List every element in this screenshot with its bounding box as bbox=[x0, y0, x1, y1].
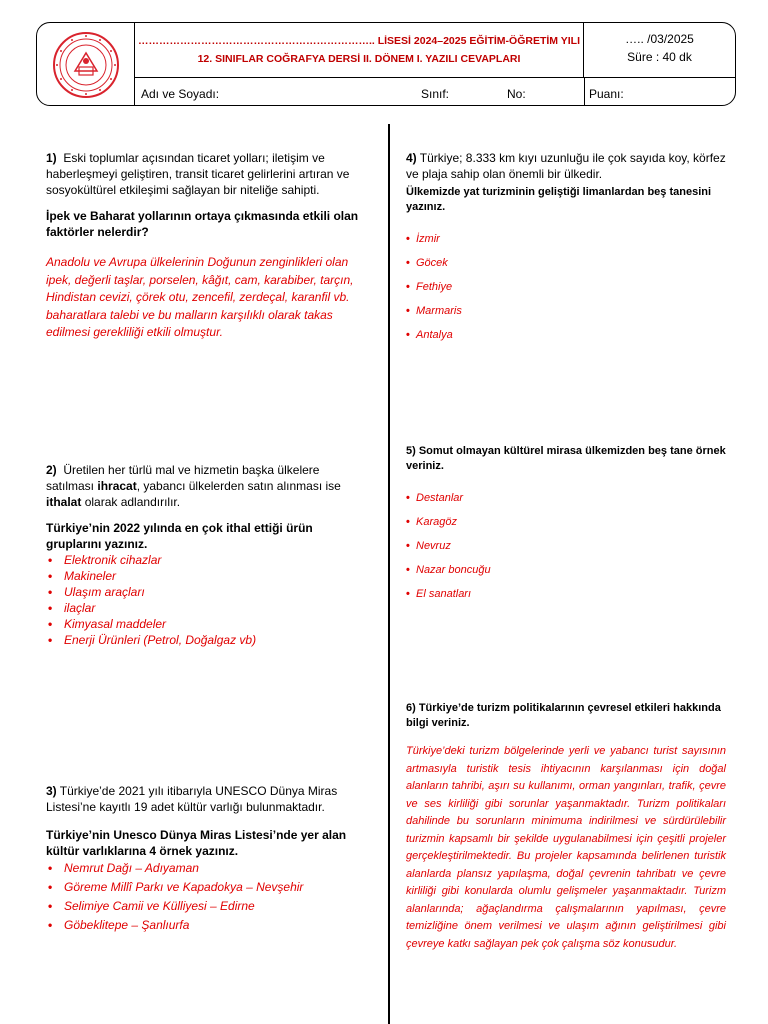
question-5 bbox=[406, 444, 726, 610]
list-item: • İzmir bbox=[406, 231, 726, 247]
question-3 bbox=[46, 783, 366, 935]
q2-term-export: ihracat bbox=[97, 479, 137, 493]
list-item: • Karagöz bbox=[406, 514, 726, 530]
q3-number: 3) bbox=[46, 784, 57, 798]
q1-text: Eski toplumlar açısından ticaret yolları; iletişim ve haberleşmeyi geliştiren, transit ticaret gelirlerini artıran ve sosyokültürel etkileşimi sağlayan bir niteliğe sahipti. bbox=[46, 151, 350, 197]
question-2 bbox=[46, 462, 366, 648]
exam-duration: Süre : 40 dk bbox=[627, 50, 692, 64]
list-item: • Göreme Millî Parkı ve Kapadokya – Nevşehir bbox=[46, 878, 366, 897]
list-item: • Makineler bbox=[46, 568, 366, 584]
q6-question: 6) Türkiye’de turizm politikalarının çevresel etkileri hakkında bilgi veriniz. bbox=[406, 702, 721, 729]
list-item: • Göcek bbox=[406, 255, 726, 271]
q3-question: Türkiye’nin Unesco Dünya Miras Listesi’nde yer alan kültür varlıklarına 4 örnek yazınız. bbox=[46, 828, 347, 858]
list-item: • Nevruz bbox=[406, 538, 726, 554]
column-divider bbox=[388, 124, 390, 1024]
list-item: • Ulaşım araçları bbox=[46, 584, 366, 600]
list-item: • Selimiye Camii ve Külliyesi – Edirne bbox=[46, 897, 366, 916]
class-label: Sınıf: bbox=[421, 87, 450, 101]
student-info-row bbox=[135, 77, 735, 106]
q5-answer-list bbox=[406, 490, 726, 602]
q2-question: Türkiye’nin 2022 yılında en çok ithal ettiği ürün gruplarını yazınız. bbox=[46, 521, 313, 551]
list-item: • Fethiye bbox=[406, 279, 726, 295]
list-item: • Destanlar bbox=[406, 490, 726, 506]
meb-emblem-icon bbox=[37, 23, 135, 106]
question-6 bbox=[406, 701, 726, 953]
q2-text-a: Üretilen her türlü mal ve hizmetin başka ülkelere satılması bbox=[46, 463, 320, 493]
q2-term-import: ithalat bbox=[46, 495, 82, 509]
list-item: • Antalya bbox=[406, 327, 726, 343]
list-item: • El sanatları bbox=[406, 586, 726, 602]
exam-date: ….. /03/2025 bbox=[625, 32, 694, 46]
list-item: • Enerji Ürünleri (Petrol, Doğalgaz vb) bbox=[46, 632, 366, 648]
q2-text-b: , yabancı ülkelerden satın alınması ise bbox=[136, 479, 341, 493]
exam-subtitle: 12. SINIFLAR COĞRAFYA DERSİ II. DÖNEM I. YAZILI CEVAPLARI bbox=[197, 53, 521, 65]
number-label: No: bbox=[507, 87, 526, 101]
exam-header bbox=[36, 22, 736, 106]
list-item: • ilaçlar bbox=[46, 600, 366, 616]
q3-text: Türkiye’de 2021 yılı itibarıyla UNESCO Dünya Miras Listesi’ne kayıtlı 19 adet kültür varlığı bulunmaktadır. bbox=[46, 784, 338, 814]
q2-text-c: olarak adlandırılır. bbox=[84, 495, 181, 509]
q4-answer-list bbox=[406, 231, 726, 343]
question-4 bbox=[406, 150, 726, 351]
name-label: Adı ve Soyadı: bbox=[141, 87, 220, 101]
list-item: • Göbeklitepe – Şanlıurfa bbox=[46, 916, 366, 935]
list-item: • Elektronik cihazlar bbox=[46, 552, 366, 568]
q1-answer: Anadolu ve Avrupa ülkelerinin Doğunun zenginlikleri olan ipek, değerli taşlar, porselen, kâğıt, cam, karabiber, tarçın, Hindistan cevizi, çörek otu, zencefil, zerdeçal, karanfil vb. baharatlara talebi ve bu malların karşılıklı olarak takas edilmesi gerekliliği etkili olmuştur. bbox=[46, 255, 354, 339]
q1-number: 1) bbox=[46, 151, 57, 165]
q1-question: İpek ve Baharat yollarının ortaya çıkmasında etkili olan faktörler nelerdir? bbox=[46, 209, 359, 239]
question-1 bbox=[46, 150, 376, 342]
school-title: ………………………………………………………….. LİSESİ 2024–2025 EĞİTİM-ÖĞRETİM YILI bbox=[137, 35, 581, 47]
q2-number: 2) bbox=[46, 463, 57, 477]
q6-answer: Türkiye’deki turizm bölgelerinde yerli ve yabancı turist sayısının artmasıyla turistik tesis ihtiyacının karşılanması için doğal alanların tahribi, aşırı su kullanımı, orman yangınları, trafik, çevre ve ses kirliliği gibi sorunlar yaşanmaktadır. Turizm politikaları dahilinde bu sorunların minimuma indirilmesi ve sürdürülebilir turizmin kapsamlı bir şekilde uygulanabilmesi için çeşitli projeler gerçekleştirilmektedir. Bu projeler kapsamında belirlenen turistik alanlarda plansız yapılaşma, doğal çevrenin tahribatı ve çevre kirliliği gibi konularda olumlu gelişmeler yaşanmaktadır. Turizm alanlarında; ağaçlandırma çalışmalarının yapılması, çevre temizliğine önem verilmesi ve ulaşım ağının geliştirilmesi gibi çevreye katkı sağlayan pek çok çalışma söz konusudur. bbox=[406, 745, 726, 950]
list-item: • Nemrut Dağı – Adıyaman bbox=[46, 859, 366, 878]
q3-answer-list bbox=[46, 859, 366, 935]
list-item: • Marmaris bbox=[406, 303, 726, 319]
q4-number: 4) bbox=[406, 151, 417, 165]
q4-text: Türkiye; 8.333 km kıyı uzunluğu ile çok sayıda koy, körfez ve plaja sahip olan önemli bir ülkedir. bbox=[406, 151, 726, 181]
q5-question: 5) Somut olmayan kültürel mirasa ülkemizden beş tane örnek veriniz. bbox=[406, 445, 726, 472]
score-label: Puanı: bbox=[589, 87, 624, 101]
list-item: • Nazar boncuğu bbox=[406, 562, 726, 578]
exam-title bbox=[135, 23, 584, 77]
list-item: • Kimyasal maddeler bbox=[46, 616, 366, 632]
date-duration bbox=[584, 23, 735, 77]
score-divider bbox=[584, 78, 585, 106]
q2-answer-list bbox=[46, 552, 366, 648]
q4-question: Ülkemizde yat turizminin geliştiği limanlardan beş tanesini yazınız. bbox=[406, 186, 712, 213]
